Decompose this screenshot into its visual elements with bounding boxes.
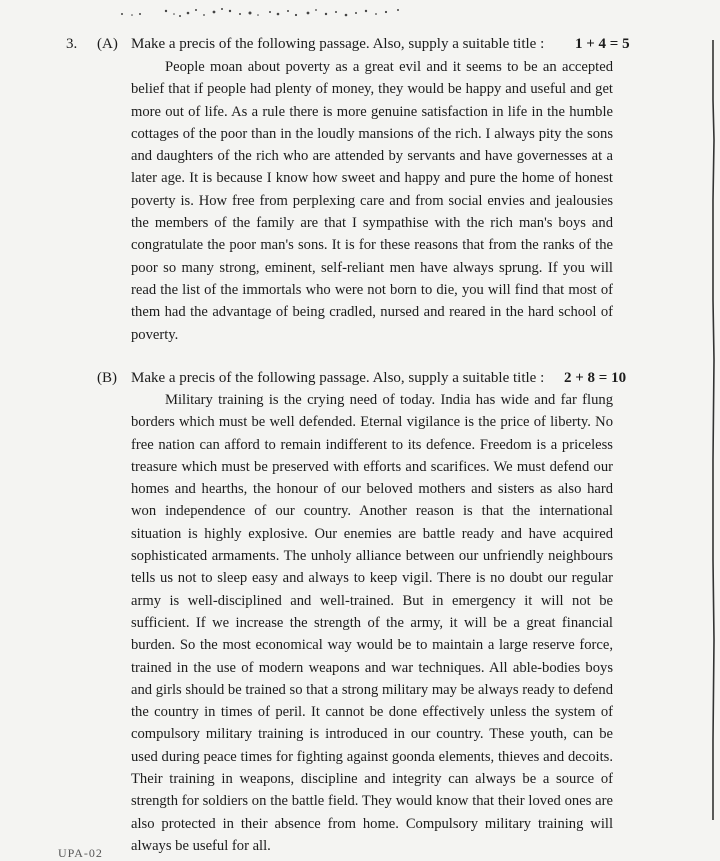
part-b-label: (B) bbox=[97, 370, 117, 386]
part-b-instruction: Make a precis of the following passage. Also, supply a suitable title : bbox=[131, 370, 545, 386]
part-b-passage: Military training is the crying need of today. India has wide and far flung borders which must be well defended. Eternal vigilance is the price of liberty. No free nation can afford to remain indifferent to its defence. Freedom is a priceless treasure which must be preserved with efforts and scarifices. We must defend our homes and hearths, the honour of our beloved mothers and sisters as also hard won independence of our country. Another reason is that the international situation is highly explosive. Our enemies are battle ready and have acquired sophisticated armaments. The unholy alliance between our unfriendly neighbours tells us not to sleep easy and always to keep vigil. There is no doubt our regular army is well-disciplined and well-trained. But in emergency it will not be sufficient. If we increase the strength of the army, it will be a great financial burden. So the most economical way would be to maintain a large reserve force, trained in the use of modern weapons and war techniques. All able-bodies boys and girls should be trained so that a strong military may be always ready to defend the country in times of peril. It cannot be done effectively unless the system of compulsory military training is introduced in our country. These youth, can be used during peace times for fighting against goonda elements, thieves and decoits. Their training in weapons, discipline and integrity can always be a source of strength for soldiers on the battle field. They would know that their loved ones are also protected in their absence from home. Compulsory military training will always be useful for all. bbox=[131, 392, 613, 854]
footer-code: UPA-02 bbox=[58, 846, 103, 860]
scan-noise-top bbox=[118, 2, 438, 24]
part-a-instruction: Make a precis of the following passage. Also, supply a suitable title : bbox=[131, 36, 545, 52]
part-a-label: (A) bbox=[97, 36, 118, 52]
part-b-marks: 2 + 8 = 10 bbox=[564, 370, 627, 386]
question-number: 3. bbox=[66, 36, 78, 52]
part-a-passage: People moan about poverty as a great evil and it seems to be an accepted belief that if people had plenty of money, they would be happy and useful and get more out of life. As a rule there is more genuine satisfaction in life in the humble cottages of the poor than in the loudly mansions of the rich. I always pity the sons and daughters of the rich who are attended by servants and have governesses at a later age. It is because I know how sweet and happy and pure the home of honest poverty is. How free from perplexing care and from social envies and jealousies the members of the family are that I sympathise with the rich man's boys and congratulate the poor man's sons. It is for these reasons that from the ranks of the poor so many strong, eminent, self-reliant men have always sprung. If you will read the list of the immortals who were not born to die, you will find that most of them had the advantage of being cradled, nursed and reared in the hard school of poverty. bbox=[131, 59, 613, 343]
scan-edge-right bbox=[710, 40, 716, 820]
part-a-marks: 1 + 4 = 5 bbox=[575, 36, 630, 52]
